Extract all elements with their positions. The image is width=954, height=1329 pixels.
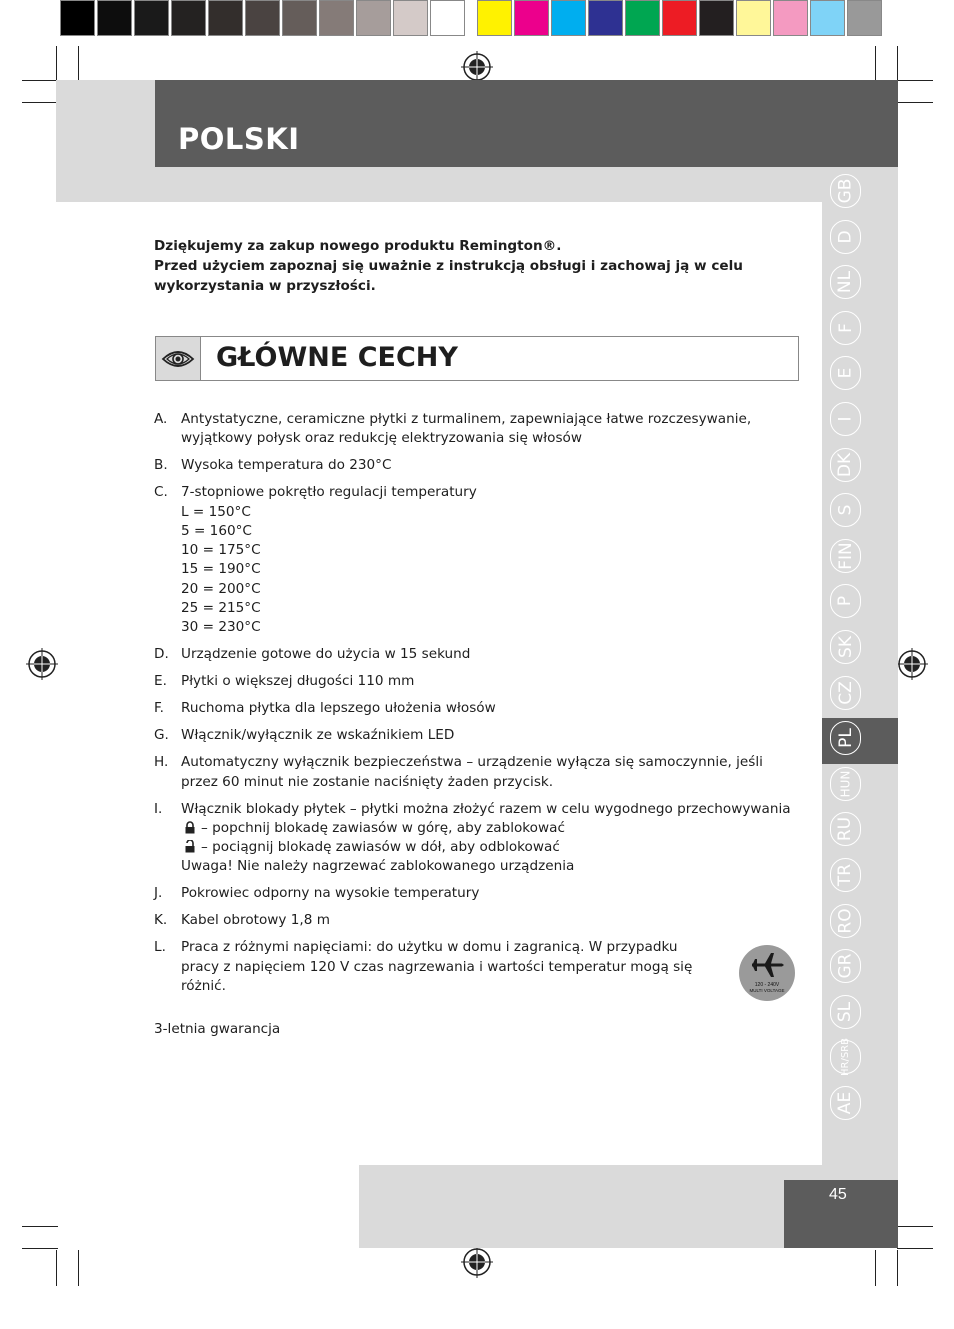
crop-mark <box>22 1226 58 1227</box>
page-number: 45 <box>829 1186 847 1203</box>
crop-mark <box>56 46 57 82</box>
crop-mark <box>22 1248 58 1249</box>
color-swatch <box>208 0 243 36</box>
crop-mark <box>897 46 898 82</box>
crop-mark <box>22 80 58 81</box>
color-swatch <box>551 0 586 36</box>
lock-instruction <box>181 819 794 838</box>
unlock-instruction <box>181 838 794 857</box>
feature-item <box>154 645 794 664</box>
language-tab-gb[interactable] <box>830 174 861 208</box>
intro-text <box>154 236 794 296</box>
language-tab-s[interactable] <box>830 493 861 527</box>
feature-letter: L. <box>154 939 166 956</box>
crop-mark <box>875 1250 876 1286</box>
feature-item <box>154 884 794 903</box>
language-tab-tr[interactable] <box>830 858 861 892</box>
language-tab-d[interactable] <box>830 220 861 254</box>
feature-text: Włącznik blokady płytek – płytki można złożyć razem w celu wygodnego przechowywania <box>181 800 791 817</box>
color-swatch <box>699 0 734 36</box>
crop-mark <box>897 1250 898 1286</box>
color-swatch <box>97 0 132 36</box>
lock-icon <box>185 821 195 834</box>
language-tab-label: I <box>835 416 856 422</box>
crop-mark <box>56 1250 57 1286</box>
feature-item <box>154 800 794 877</box>
language-tab-label: TR <box>835 863 856 887</box>
language-tab-label: GR <box>835 953 856 979</box>
language-tab-e[interactable] <box>830 356 861 390</box>
guarantee-text: 3-letnia gwarancja <box>154 1021 281 1037</box>
feature-item <box>154 753 794 792</box>
color-swatch <box>847 0 882 36</box>
section-icon-cell <box>156 337 201 380</box>
feature-text: 7-stopniowe pokrętło regulacji temperatury <box>181 484 477 501</box>
features-list <box>154 410 794 1004</box>
feature-item <box>154 410 794 449</box>
language-tab-ae[interactable] <box>830 1086 861 1120</box>
color-swatch <box>430 0 465 36</box>
language-tab-ro[interactable] <box>830 904 861 938</box>
language-tab-fin[interactable] <box>830 539 861 573</box>
feature-text: Kabel obrotowy 1,8 m <box>181 912 330 929</box>
language-tab-label: F <box>835 322 856 333</box>
crop-mark <box>897 102 933 103</box>
intro-line-1: Dziękujemy za zakup nowego produktu Remington®. <box>154 238 562 254</box>
feature-letter: E. <box>154 673 167 690</box>
color-swatch <box>282 0 317 36</box>
language-tab-i[interactable] <box>830 402 861 436</box>
temperature-setting: 15 = 190°C <box>181 561 261 578</box>
language-tab-label: CZ <box>835 680 856 705</box>
language-tab-sk[interactable] <box>830 630 861 664</box>
color-swatch <box>588 0 623 36</box>
language-tab-gr[interactable] <box>830 949 861 983</box>
registration-mark-icon <box>896 648 928 680</box>
language-tab-label: GB <box>835 178 856 204</box>
color-swatch <box>393 0 428 36</box>
language-tab-label: FIN <box>835 542 856 570</box>
section-title: GŁÓWNE CECHY <box>216 342 458 373</box>
feature-item <box>154 672 794 691</box>
color-swatch <box>736 0 771 36</box>
crop-mark <box>78 1250 79 1286</box>
registration-mark-icon <box>461 51 493 83</box>
feature-text: Wysoka temperatura do 230°C <box>181 457 392 474</box>
language-tab-label: HUN <box>838 770 853 798</box>
language-tab-hun[interactable] <box>830 767 861 801</box>
title-bar <box>155 80 898 167</box>
color-swatch <box>356 0 391 36</box>
language-tab-label: SK <box>835 636 856 658</box>
feature-item <box>154 726 794 745</box>
language-tab-label: RU <box>835 817 856 842</box>
crop-mark <box>875 46 876 82</box>
language-tab-label: D <box>835 230 856 244</box>
feature-text: Urządzenie gotowe do użycia w 15 sekund <box>181 646 471 663</box>
temperature-setting: L = 150°C <box>181 503 251 520</box>
registration-mark-icon <box>461 1246 493 1278</box>
language-tab-hr-srb[interactable] <box>830 1038 861 1077</box>
voltage-badge-line1: 120 - 240V <box>754 982 780 988</box>
unlock-icon <box>185 840 195 853</box>
color-swatch <box>773 0 808 36</box>
unlock-text: – pociągnij blokadę zawiasów w dół, aby odblokować <box>201 839 560 856</box>
crop-mark <box>897 1248 933 1249</box>
eye-icon <box>161 348 195 370</box>
feature-item <box>154 699 794 718</box>
language-tab-label: PL <box>835 728 856 749</box>
language-tab-sl[interactable] <box>830 995 861 1029</box>
page-title: POLSKI <box>178 122 300 156</box>
language-tab-f[interactable] <box>830 311 861 345</box>
registration-mark-icon <box>26 648 58 680</box>
language-tab-label: S <box>835 504 856 516</box>
feature-text: Włącznik/wyłącznik ze wskaźnikiem LED <box>181 727 455 744</box>
language-tab-ru[interactable] <box>830 812 861 846</box>
temperature-setting: 5 = 160°C <box>181 522 252 539</box>
section-header <box>155 336 799 381</box>
language-tab-label: P <box>835 596 856 607</box>
feature-letter: H. <box>154 754 169 771</box>
page-number-box <box>784 1180 898 1248</box>
temperature-setting: 25 = 215°C <box>181 600 261 617</box>
feature-text: Praca z różnymi napięciami: do użytku w domu i zagranicą. W przypadku pracy z napięciem 120 V czas nagrzewania i wartości temperatur mogą się różnić. <box>181 939 693 994</box>
feature-letter: D. <box>154 646 169 663</box>
feature-text: Antystatyczne, ceramiczne płytki z turmalinem, zapewniające łatwe rozczesywanie, wyjątkowy połysk oraz redukcję elektryzowania się włosów <box>181 411 752 447</box>
feature-item <box>154 456 794 475</box>
feature-letter: K. <box>154 912 168 929</box>
language-tab-nl[interactable] <box>830 265 861 299</box>
language-tab-label: HR/SRB <box>839 1038 851 1077</box>
color-swatch <box>134 0 169 36</box>
feature-letter: A. <box>154 411 168 427</box>
color-swatch <box>171 0 206 36</box>
language-tab-cz[interactable] <box>830 676 861 710</box>
multi-voltage-badge <box>738 944 796 1002</box>
feature-letter: B. <box>154 457 168 474</box>
language-tab-label: E <box>835 368 856 379</box>
voltage-badge-line2: MULTI VOLTAGE <box>749 988 785 993</box>
color-swatch <box>662 0 697 36</box>
feature-item <box>154 938 794 996</box>
language-tab-label: RO <box>835 907 856 934</box>
language-tab-label: NL <box>835 271 856 294</box>
feature-item <box>154 911 794 930</box>
language-tab-pl[interactable] <box>830 721 861 755</box>
color-swatch <box>319 0 354 36</box>
language-tab-dk[interactable] <box>830 448 861 482</box>
language-tab-p[interactable] <box>830 584 861 618</box>
language-tab-label: DK <box>835 452 856 477</box>
color-swatch <box>625 0 660 36</box>
feature-text: Automatyczny wyłącznik bezpieczeństwa – urządzenie wyłącza się samoczynnie, jeśli przez 60 minut nie zostanie naciśnięty żaden przycisk. <box>181 754 763 790</box>
feature-text: Ruchoma płytka dla lepszego ułożenia włosów <box>181 700 496 717</box>
crop-mark <box>78 46 79 82</box>
feature-text: Płytki o większej długości 110 mm <box>181 673 415 690</box>
feature-letter: C. <box>154 484 168 501</box>
color-swatch <box>60 0 95 36</box>
feature-letter: G. <box>154 727 169 744</box>
color-swatch <box>514 0 549 36</box>
feature-letter: F. <box>154 700 164 717</box>
language-tab-label: SL <box>835 1001 856 1022</box>
color-swatch <box>477 0 512 36</box>
language-tab-label: AE <box>835 1091 856 1115</box>
color-swatch <box>245 0 280 36</box>
feature-text: Pokrowiec odporny na wysokie temperatury <box>181 885 480 902</box>
temperature-setting: 30 = 230°C <box>181 619 261 636</box>
lock-warning: Uwaga! Nie należy nagrzewać zablokowanego urządzenia <box>181 858 575 875</box>
intro-line-2: Przed użyciem zapoznaj się uważnie z instrukcją obsługi i zachowaj ją w celu wykorzystania w przyszłości. <box>154 258 743 294</box>
color-calibration-bar <box>60 0 884 38</box>
temperature-setting: 20 = 200°C <box>181 580 261 597</box>
feature-letter: J. <box>154 885 163 902</box>
crop-mark <box>897 1226 933 1227</box>
color-swatch <box>810 0 845 36</box>
crop-mark <box>22 102 58 103</box>
lock-text: – popchnij blokadę zawiasów w górę, aby zablokować <box>201 819 565 836</box>
feature-letter: I. <box>154 800 163 817</box>
feature-item <box>154 483 794 637</box>
crop-mark <box>897 80 933 81</box>
temperature-setting: 10 = 175°C <box>181 542 261 559</box>
